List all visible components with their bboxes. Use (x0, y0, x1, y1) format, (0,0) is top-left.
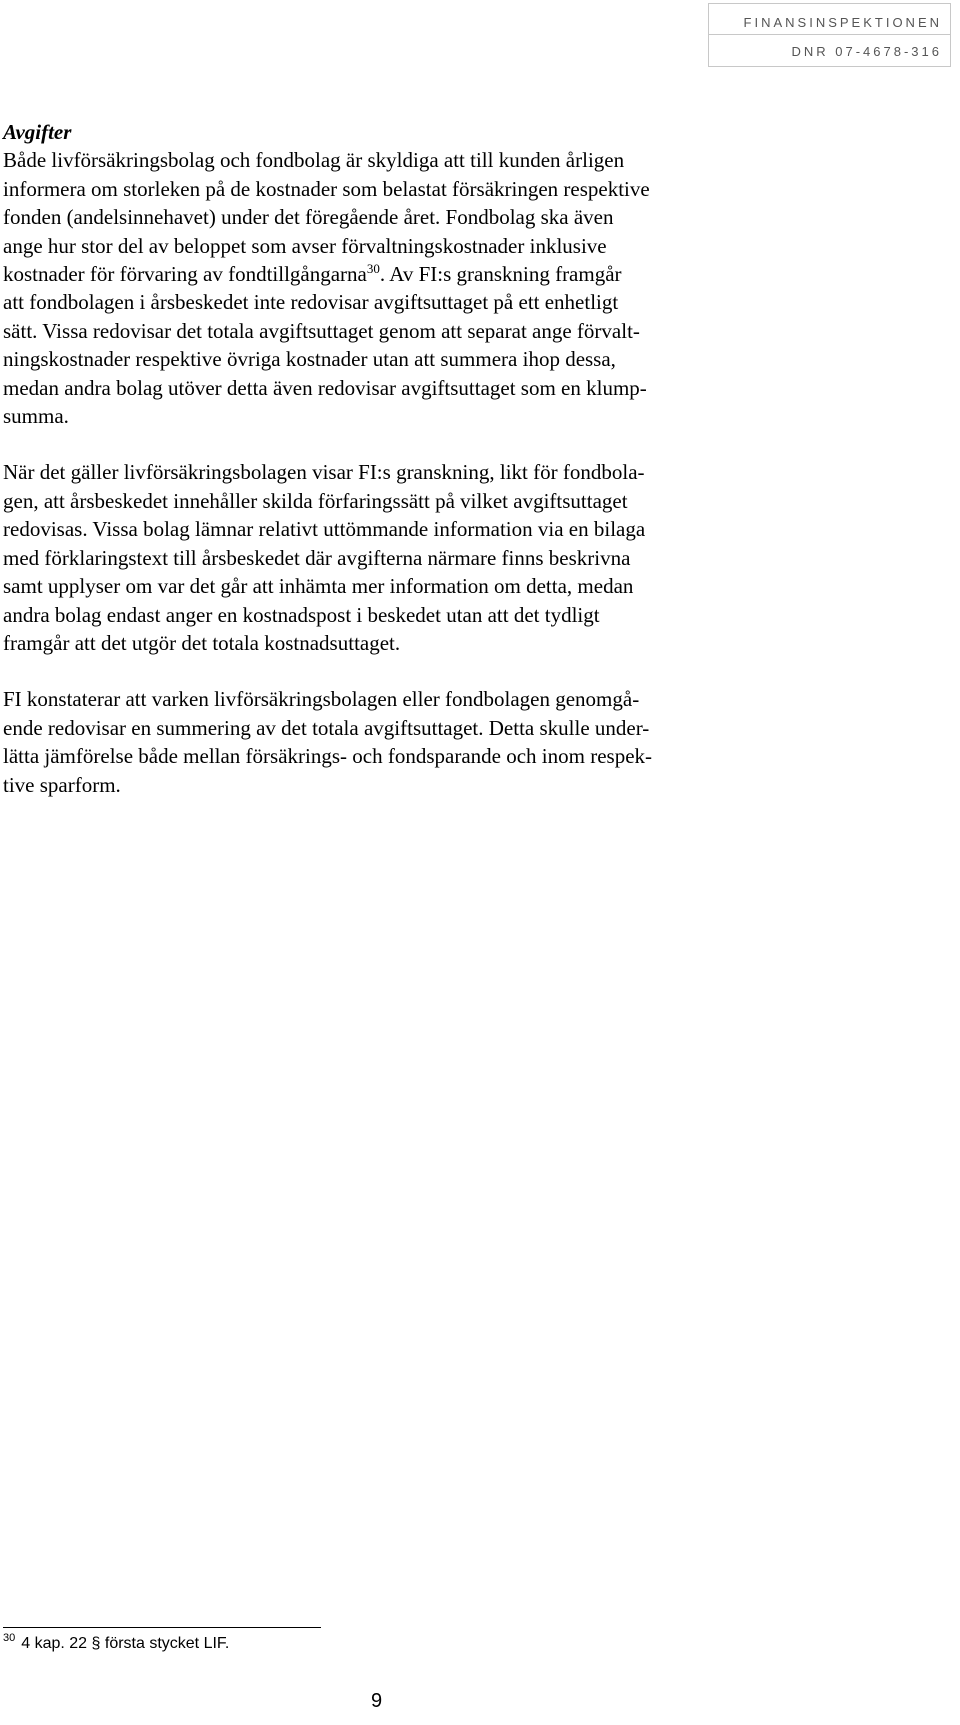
text-line: lätta jämförelse både mellan försäkrings- och fondsparande och inom respek- (3, 744, 653, 769)
text-line: andra bolag endast anger en kostnadspost i beskedet utan att det tydligt (3, 602, 600, 627)
text-fragment: kostnader för förvaring av fondtillgångarna (3, 262, 367, 287)
text-line: ende redovisar en summering av det totala avgiftsuttaget. Detta skulle under- (3, 715, 650, 740)
reference-number: DNR 07-4678-316 (791, 44, 942, 59)
text-line: redovisas. Vissa bolag lämnar relativt uttömmande information via en bilaga (3, 517, 646, 542)
paragraph-1 (3, 146, 751, 430)
main-content (3, 118, 751, 827)
text-line: summa. (3, 404, 69, 429)
page-number: 9 (371, 1690, 383, 1712)
text-line: gen, att årsbeskedet innehåller skilda förfaringssätt på vilket avgiftsuttaget (3, 488, 628, 513)
text-line: informera om storleken på de kostnader som belastat försäkringen respektive (3, 176, 650, 201)
footnote (3, 1632, 230, 1653)
section-heading: Avgifter (3, 120, 72, 144)
text-line: framgår att det utgör det totala kostnadsuttaget. (3, 630, 401, 655)
footnote-reference[interactable]: 30 (366, 261, 380, 277)
organization-name: FINANSINSPEKTIONEN (709, 4, 950, 35)
text-fragment: . Av FI:s granskning framgår (379, 262, 622, 287)
footnote-separator (3, 1627, 321, 1628)
text-line: samt upplyser om var det går att inhämta mer information om detta, medan (3, 574, 634, 599)
text-line: Både livförsäkringsbolag och fondbolag är skyldiga att till kunden årligen (3, 148, 625, 173)
paragraph-2 (3, 458, 751, 657)
text-line: FI konstaterar att varken livförsäkringsbolagen eller fondbolagen genomgå- (3, 687, 640, 712)
text-line: ange hur stor del av beloppet som avser förvaltningskostnader inklusive (3, 233, 607, 258)
footnote-number: 30 (3, 1632, 16, 1644)
footnote-text: 4 kap. 22 § första stycket LIF. (21, 1635, 230, 1652)
text-line: att fondbolagen i årsbeskedet inte redovisar avgiftsuttaget på ett enhetligt (3, 290, 619, 315)
text-line: sätt. Vissa redovisar det totala avgiftsuttaget genom att separat ange förvalt- (3, 318, 640, 343)
document-header (708, 3, 951, 67)
text-line: medan andra bolag utöver detta även redovisar avgiftsuttaget som en klump- (3, 375, 647, 400)
text-line: med förklaringstext till årsbeskedet där avgifterna närmare finns beskrivna (3, 545, 631, 570)
text-line: När det gäller livförsäkringsbolagen visar FI:s granskning, likt för fondbola- (3, 460, 645, 485)
paragraph-3 (3, 685, 751, 799)
text-line (3, 260, 751, 288)
text-line: ningskostnader respektive övriga kostnader utan att summera ihop dessa, (3, 347, 616, 372)
text-line: fonden (andelsinnehavet) under det föregående året. Fondbolag ska även (3, 205, 614, 230)
text-line: tive sparform. (3, 772, 121, 797)
